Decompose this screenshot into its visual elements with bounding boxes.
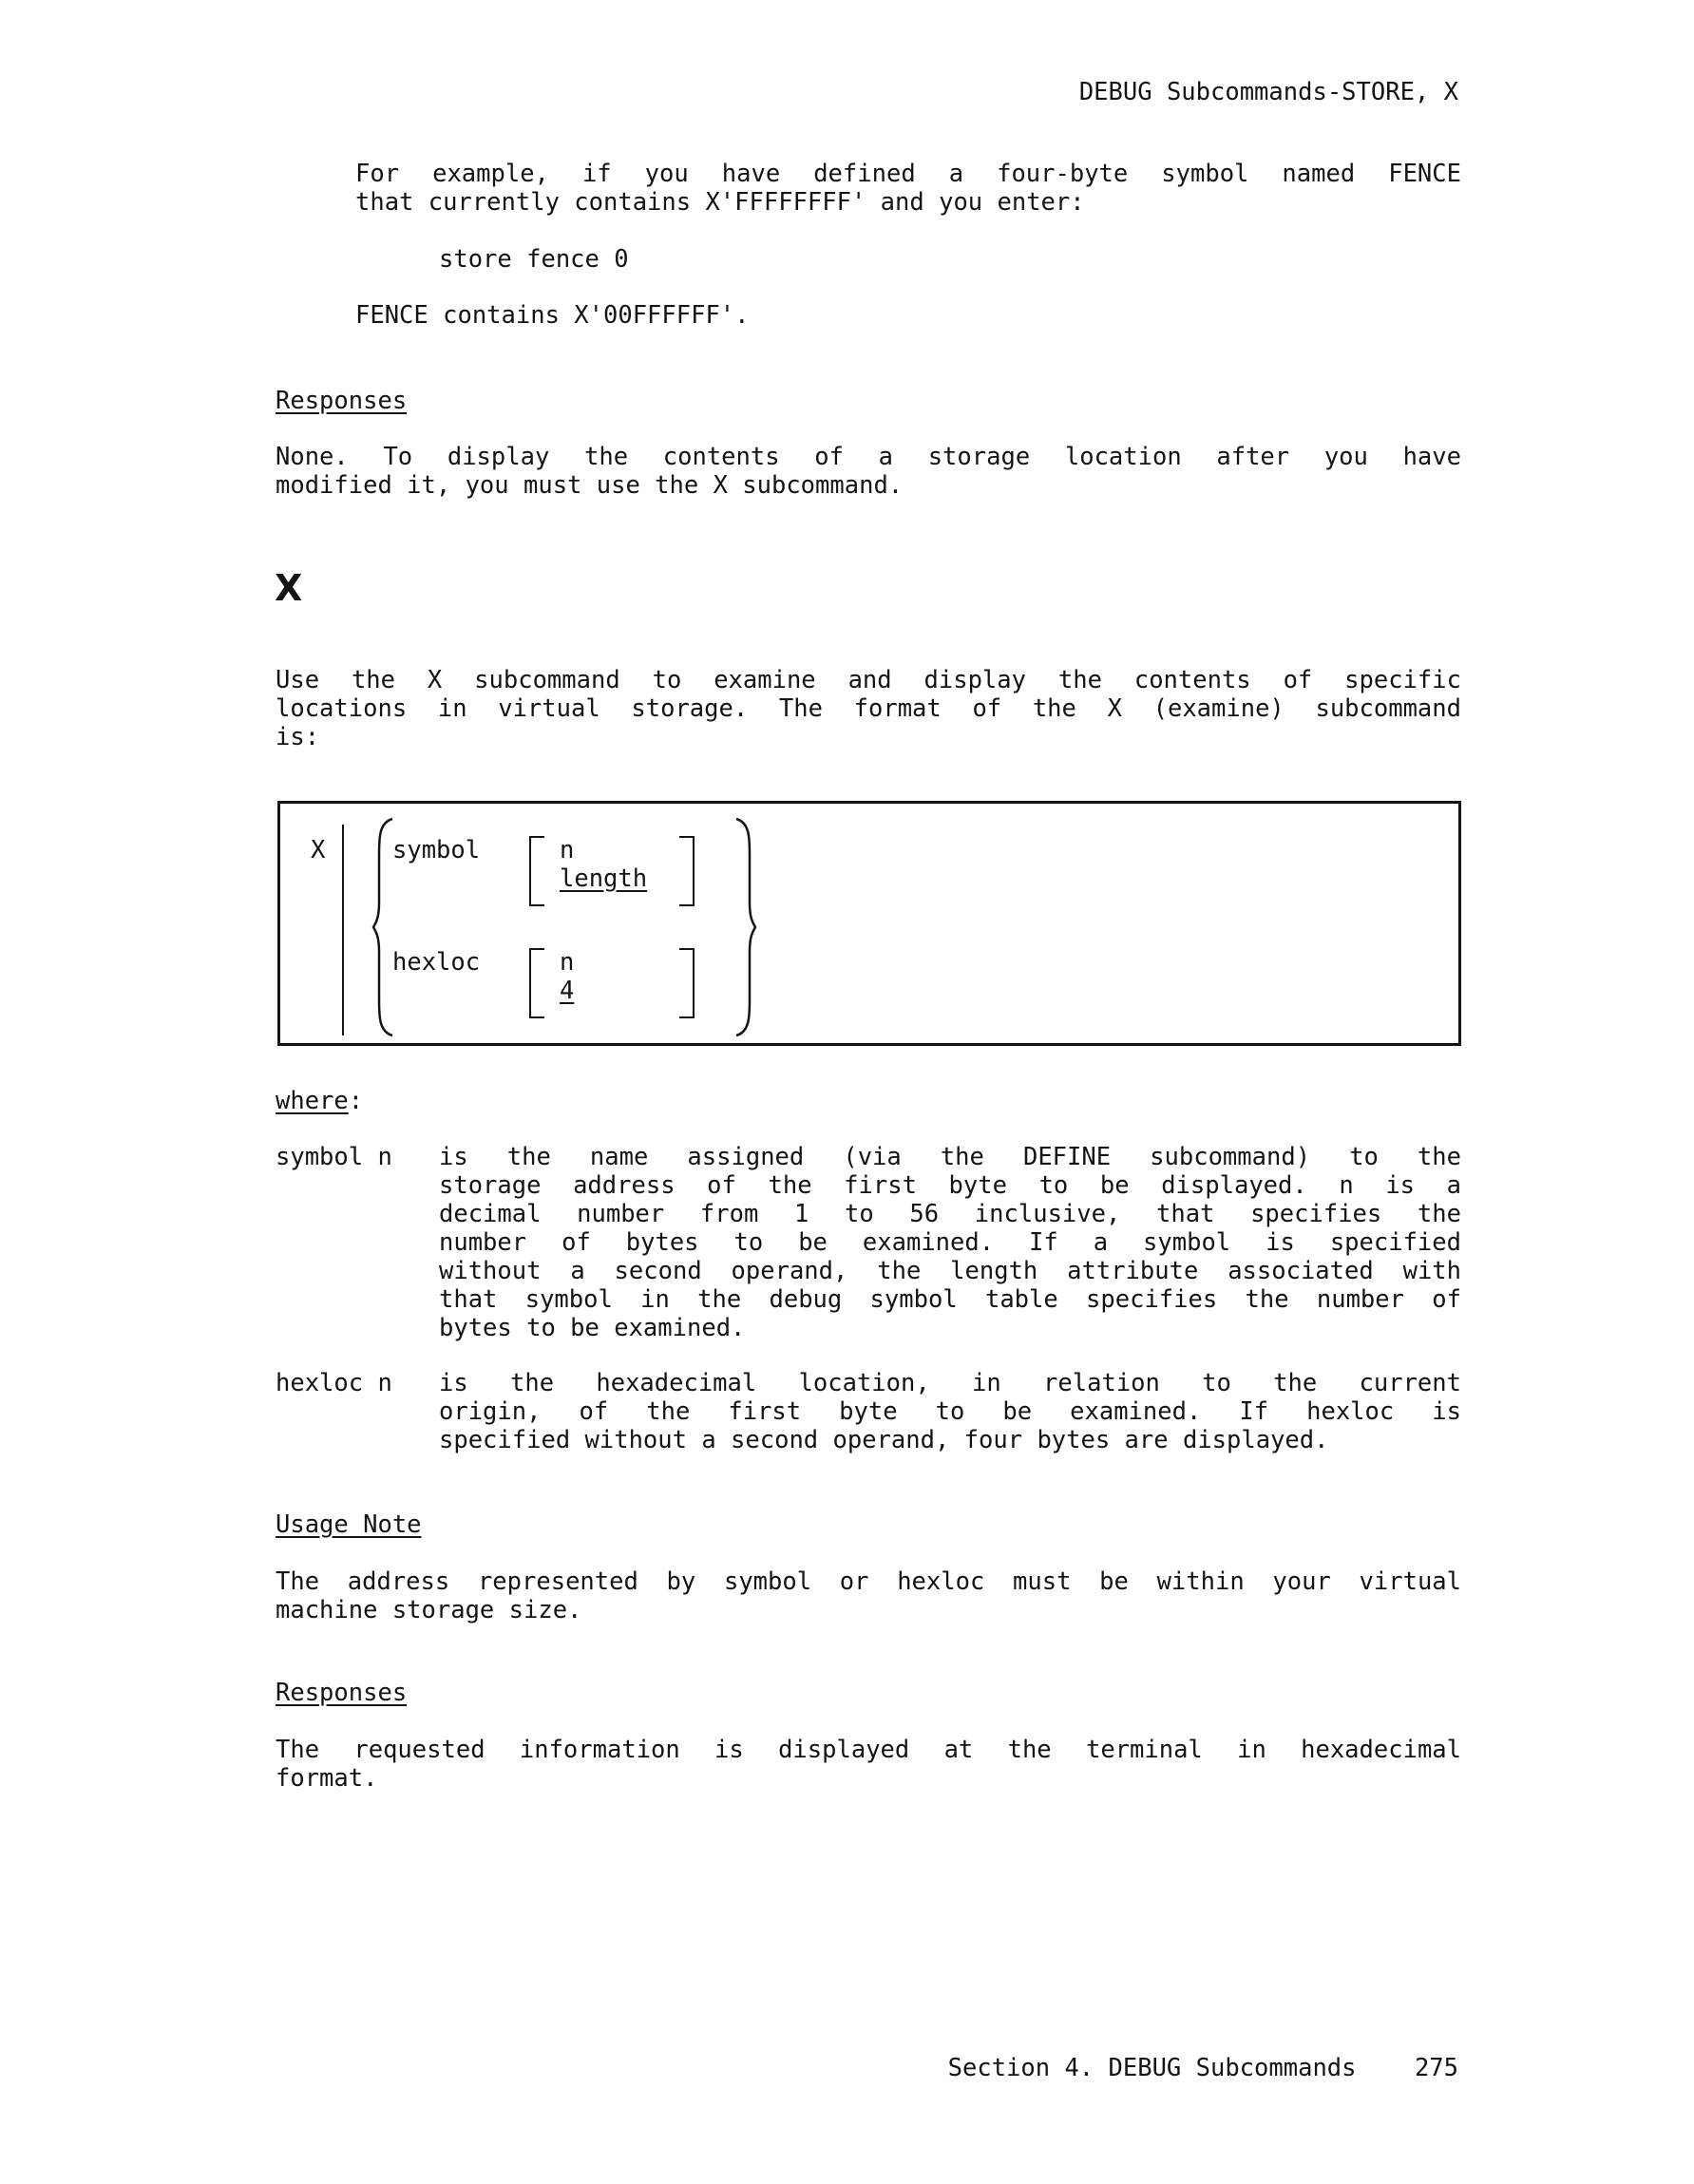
usage-note-heading: Usage Note xyxy=(276,1510,422,1539)
syntax-command: X xyxy=(311,836,326,864)
right-brace-icon xyxy=(733,817,757,1037)
section-title: X xyxy=(275,567,303,609)
syntax-option-hexloc-default: 4 xyxy=(560,977,575,1005)
text-line: The requested information is displayed at the terminal in hexadecimal xyxy=(276,1736,1461,1764)
where-heading: where: xyxy=(276,1087,364,1115)
example-paragraph xyxy=(355,160,1461,217)
text-line: storage address of the first byte to be displayed. n is a xyxy=(439,1171,1461,1200)
text-line: is the name assigned (via the DEFINE subcommand) to the xyxy=(439,1143,1461,1171)
syntax-option-symbol: symbol xyxy=(392,836,481,864)
page-footer xyxy=(948,2054,1458,2082)
text-line: For example, if you have defined a four-byte symbol named FENCE xyxy=(355,160,1461,188)
definition-body xyxy=(439,1369,1461,1454)
syntax-diagram xyxy=(277,801,1461,1046)
responses-heading: Responses xyxy=(276,387,408,415)
text-line: decimal number from 1 to 56 inclusive, that specifies the xyxy=(439,1200,1461,1228)
responses-heading: Responses xyxy=(276,1679,408,1707)
example-command: store fence 0 xyxy=(439,245,629,274)
optional-bracket xyxy=(679,836,695,906)
x-intro-paragraph xyxy=(276,666,1461,751)
text-line: that symbol in the debug symbol table specifies the number of xyxy=(439,1285,1461,1314)
text-line: origin, of the first byte to be examined. If hexloc is xyxy=(439,1397,1461,1426)
responses-paragraph xyxy=(276,443,1461,500)
text-line: specified without a second operand, four bytes are displayed. xyxy=(439,1426,1329,1454)
definition-term: symbol n xyxy=(276,1143,392,1171)
text-line: locations in virtual storage. The format of the X (examine) subcommand xyxy=(276,694,1461,723)
text-line: The address represented by symbol or hexloc must be within your virtual xyxy=(276,1567,1461,1596)
text-line: that currently contains X'FFFFFFFF' and you enter: xyxy=(355,188,1085,217)
text-line: format. xyxy=(276,1764,378,1793)
optional-bracket xyxy=(529,948,544,1018)
usage-note-paragraph xyxy=(276,1567,1461,1624)
example-result: FENCE contains X'00FFFFFF'. xyxy=(355,301,750,330)
optional-bracket xyxy=(679,948,695,1018)
syntax-option-symbol-n: n xyxy=(560,836,575,864)
text-line: bytes to be examined. xyxy=(439,1314,746,1342)
text-line: without a second operand, the length attribute associated with xyxy=(439,1257,1461,1285)
optional-bracket xyxy=(529,836,544,906)
syntax-option-hexloc-n: n xyxy=(560,948,575,977)
page-number: 275 xyxy=(1414,2054,1458,2082)
definition-body xyxy=(439,1143,1461,1342)
footer-section: Section 4. DEBUG Subcommands xyxy=(947,2054,1357,2082)
text-line: None. To display the contents of a storage location after you have xyxy=(276,443,1461,471)
text-line: machine storage size. xyxy=(276,1596,582,1624)
syntax-option-hexloc: hexloc xyxy=(392,948,481,977)
text-line: number of bytes to be examined. If a symbol is specified xyxy=(439,1228,1461,1257)
text-line: is the hexadecimal location, in relation to the current xyxy=(439,1369,1461,1397)
syntax-separator xyxy=(342,825,344,1035)
responses-paragraph xyxy=(276,1736,1461,1793)
running-header: DEBUG Subcommands-STORE, X xyxy=(1078,78,1458,106)
definition-term: hexloc n xyxy=(276,1369,392,1397)
text-line: is: xyxy=(276,723,320,751)
text-line: modified it, you must use the X subcommand. xyxy=(276,471,904,500)
text-line: Use the X subcommand to examine and display the contents of specific xyxy=(276,666,1461,694)
syntax-option-symbol-default: length xyxy=(560,864,648,893)
